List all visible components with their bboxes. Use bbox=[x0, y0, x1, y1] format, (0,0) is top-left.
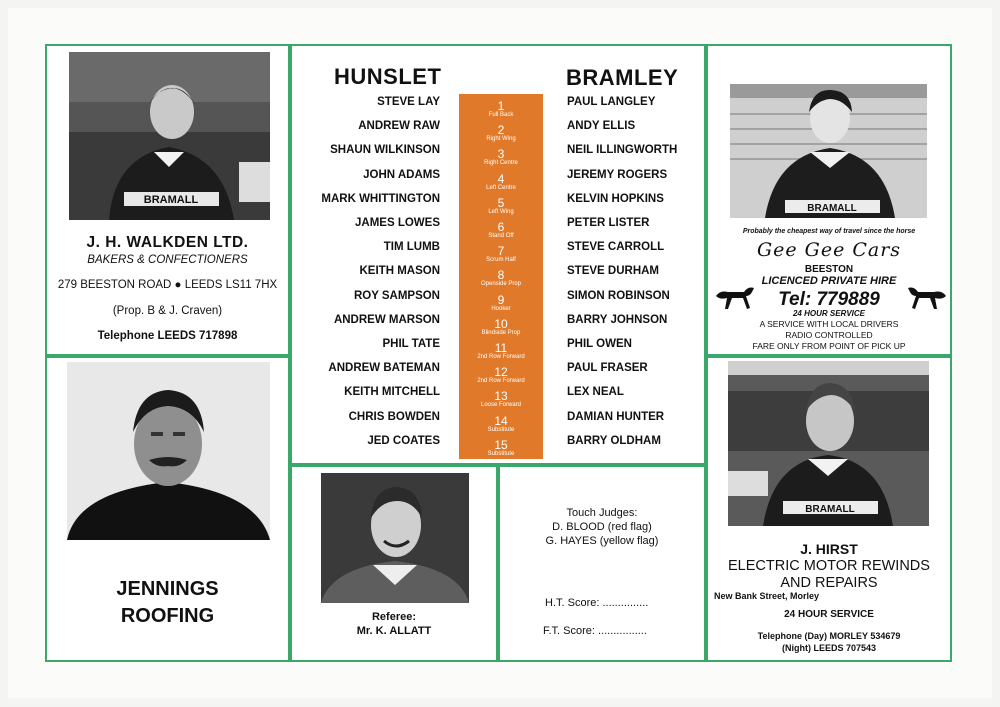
geegee-line2: RADIO CONTROLLED bbox=[785, 330, 873, 340]
hirst-ad bbox=[706, 356, 952, 662]
hirst-telephone-night: (Night) LEEDS 707543 bbox=[781, 643, 877, 653]
home-player: CHRIS BOWDEN bbox=[348, 410, 440, 423]
geegee-line1: A SERVICE WITH LOCAL DRIVERS bbox=[759, 319, 899, 329]
position-cell bbox=[459, 148, 543, 167]
away-player: ANDY ELLIS bbox=[567, 120, 636, 133]
away-team-title: BRAMLEY bbox=[566, 65, 679, 90]
position-name: Substitute bbox=[487, 450, 515, 457]
referee-label: Referee: bbox=[371, 611, 417, 623]
home-player: PHIL TATE bbox=[382, 338, 440, 350]
home-player: MARK WHITTINGTON bbox=[321, 192, 440, 205]
geegee-service: LICENCED PRIVATE HIRE bbox=[761, 275, 897, 287]
home-player: SHAUN WILKINSON bbox=[330, 144, 440, 157]
position-name: Loose Forward bbox=[480, 402, 522, 409]
home-player: ANDREW MARSON bbox=[333, 313, 440, 326]
touch-judges-title: Touch Judges: bbox=[566, 507, 638, 519]
home-player: ANDREW RAW bbox=[358, 120, 440, 133]
position-cell bbox=[459, 221, 543, 240]
touch-judge-2: G. HAYES (yellow flag) bbox=[545, 535, 659, 547]
position-cell bbox=[459, 318, 543, 337]
walkden-prop: (Prop. B & J. Craven) bbox=[112, 305, 223, 317]
position-cell bbox=[459, 439, 543, 458]
away-player: BARRY OLDHAM bbox=[567, 434, 661, 447]
home-player: ANDREW BATEMAN bbox=[328, 362, 440, 375]
position-number: 10 bbox=[494, 316, 508, 331]
hirst-name: J. HIRST bbox=[800, 541, 858, 557]
position-name: Left Centre bbox=[486, 184, 516, 191]
geegee-line3: FARE ONLY FROM POINT OF PICK UP bbox=[752, 341, 906, 351]
position-number: 12 bbox=[494, 365, 508, 380]
geegee-ad bbox=[706, 44, 952, 356]
position-number: 4 bbox=[497, 171, 505, 186]
referee-name: Mr. K. ALLATT bbox=[356, 625, 432, 637]
away-player: STEVE DURHAM bbox=[567, 265, 660, 278]
position-cell bbox=[459, 269, 543, 288]
position-name: Right Centre bbox=[484, 160, 518, 167]
position-number: 2 bbox=[497, 123, 505, 138]
hirst-address: New Bank Street, Morley bbox=[714, 591, 820, 601]
position-name: Right Wing bbox=[486, 136, 516, 143]
away-player: PAUL LANGLEY bbox=[567, 96, 656, 108]
away-player: BARRY JOHNSON bbox=[567, 313, 668, 326]
hirst-photo-text: BRAMALL bbox=[805, 504, 855, 515]
position-name: Substitute bbox=[487, 426, 515, 433]
position-cell bbox=[459, 197, 543, 216]
position-number: 7 bbox=[497, 244, 505, 259]
position-name: Scrum Half bbox=[486, 257, 516, 264]
position-cell bbox=[459, 294, 543, 313]
position-name: Hooker bbox=[491, 305, 511, 312]
half-time-score: H.T. Score: ............... bbox=[545, 597, 649, 609]
home-player: KEITH MITCHELL bbox=[344, 386, 440, 399]
walkden-photo-text: BRAMALL bbox=[143, 194, 199, 206]
officials-box bbox=[498, 465, 706, 662]
position-number: 11 bbox=[494, 341, 508, 355]
away-player: KELVIN HOPKINS bbox=[567, 192, 664, 205]
position-number: 3 bbox=[497, 147, 505, 162]
walkden-title: J. H. WALKDEN LTD. bbox=[86, 234, 249, 251]
home-team-title: HUNSLET bbox=[334, 64, 442, 89]
position-number-band bbox=[459, 94, 543, 459]
referee-photo bbox=[321, 473, 469, 603]
hirst-line1: ELECTRIC MOTOR REWINDS bbox=[728, 558, 930, 574]
touch-judge-1: D. BLOOD (red flag) bbox=[552, 521, 652, 533]
away-player: PETER LISTER bbox=[567, 217, 650, 229]
jennings-line2: ROOFING bbox=[120, 605, 215, 627]
walkden-telephone: Telephone LEEDS 717898 bbox=[97, 330, 238, 342]
geegee-tagline: Probably the cheapest way of travel since the horse bbox=[742, 228, 916, 235]
home-player: JAMES LOWES bbox=[355, 217, 440, 229]
geegee-location: BEESTON bbox=[804, 264, 854, 275]
away-player: JEREMY ROGERS bbox=[567, 168, 668, 181]
away-player: PHIL OWEN bbox=[567, 338, 632, 350]
jennings-ad bbox=[45, 356, 290, 662]
position-number: 8 bbox=[497, 268, 505, 283]
hirst-photo bbox=[728, 361, 929, 526]
position-number: 14 bbox=[494, 413, 508, 428]
position-cell bbox=[459, 124, 543, 143]
position-number: 13 bbox=[494, 389, 508, 404]
full-time-score: F.T. Score: ................ bbox=[543, 625, 647, 637]
walkden-address: 279 BEESTON ROAD ● LEEDS LS11 7HX bbox=[57, 279, 278, 291]
geegee-name: Gee Gee Cars bbox=[756, 239, 902, 261]
position-name: Left Wing bbox=[488, 208, 514, 215]
position-cell bbox=[459, 245, 543, 264]
away-player: LEX NEAL bbox=[567, 386, 624, 399]
horse-right-icon bbox=[904, 282, 948, 312]
position-name: 2nd Row Forward bbox=[477, 354, 525, 360]
walkden-ad bbox=[45, 44, 290, 356]
position-cell bbox=[459, 390, 543, 409]
position-number: 15 bbox=[494, 437, 508, 452]
position-name: 2nd Row Forward bbox=[477, 378, 525, 385]
position-number: 9 bbox=[497, 292, 505, 307]
geegee-photo bbox=[730, 84, 927, 218]
home-player: JOHN ADAMS bbox=[363, 168, 440, 181]
position-number: 6 bbox=[497, 220, 505, 234]
position-cell bbox=[459, 366, 543, 385]
home-player: KEITH MASON bbox=[359, 265, 440, 278]
hirst-line2: AND REPAIRS bbox=[780, 575, 878, 591]
away-player: NEIL ILLINGWORTH bbox=[567, 144, 678, 157]
home-player: JED COATES bbox=[367, 434, 440, 447]
home-player: ROY SAMPSON bbox=[353, 289, 440, 302]
geegee-photo-text: BRAMALL bbox=[807, 203, 857, 214]
position-name: Blindside Prop bbox=[481, 329, 521, 336]
geegee-hours: 24 HOUR SERVICE bbox=[792, 309, 866, 318]
away-player: DAMIAN HUNTER bbox=[567, 410, 665, 423]
horse-left-icon bbox=[714, 282, 758, 312]
referee-box bbox=[290, 465, 498, 662]
geegee-telephone: Tel: 779889 bbox=[778, 289, 880, 310]
position-number: 5 bbox=[497, 195, 505, 210]
home-player: STEVE LAY bbox=[377, 96, 440, 108]
position-cell bbox=[459, 100, 543, 119]
hirst-telephone-day: Telephone (Day) MORLEY 534679 bbox=[757, 631, 901, 641]
position-name: Stand Off bbox=[488, 233, 514, 239]
jennings-photo bbox=[67, 362, 270, 540]
away-player: SIMON ROBINSON bbox=[567, 289, 670, 302]
hirst-hours: 24 HOUR SERVICE bbox=[784, 609, 874, 620]
walkden-photo bbox=[69, 52, 270, 220]
home-player: TIM LUMB bbox=[383, 241, 440, 254]
jennings-line1: JENNINGS bbox=[116, 578, 219, 600]
away-player: PAUL FRASER bbox=[567, 362, 648, 375]
position-cell bbox=[459, 173, 543, 192]
position-cell bbox=[459, 342, 543, 361]
position-name: Full Back bbox=[488, 112, 514, 118]
walkden-subtitle: BAKERS & CONFECTIONERS bbox=[87, 254, 248, 266]
position-number: 1 bbox=[497, 99, 505, 113]
position-name: Openside Prop bbox=[480, 281, 522, 288]
away-player: STEVE CARROLL bbox=[567, 241, 665, 254]
position-cell bbox=[459, 415, 543, 434]
